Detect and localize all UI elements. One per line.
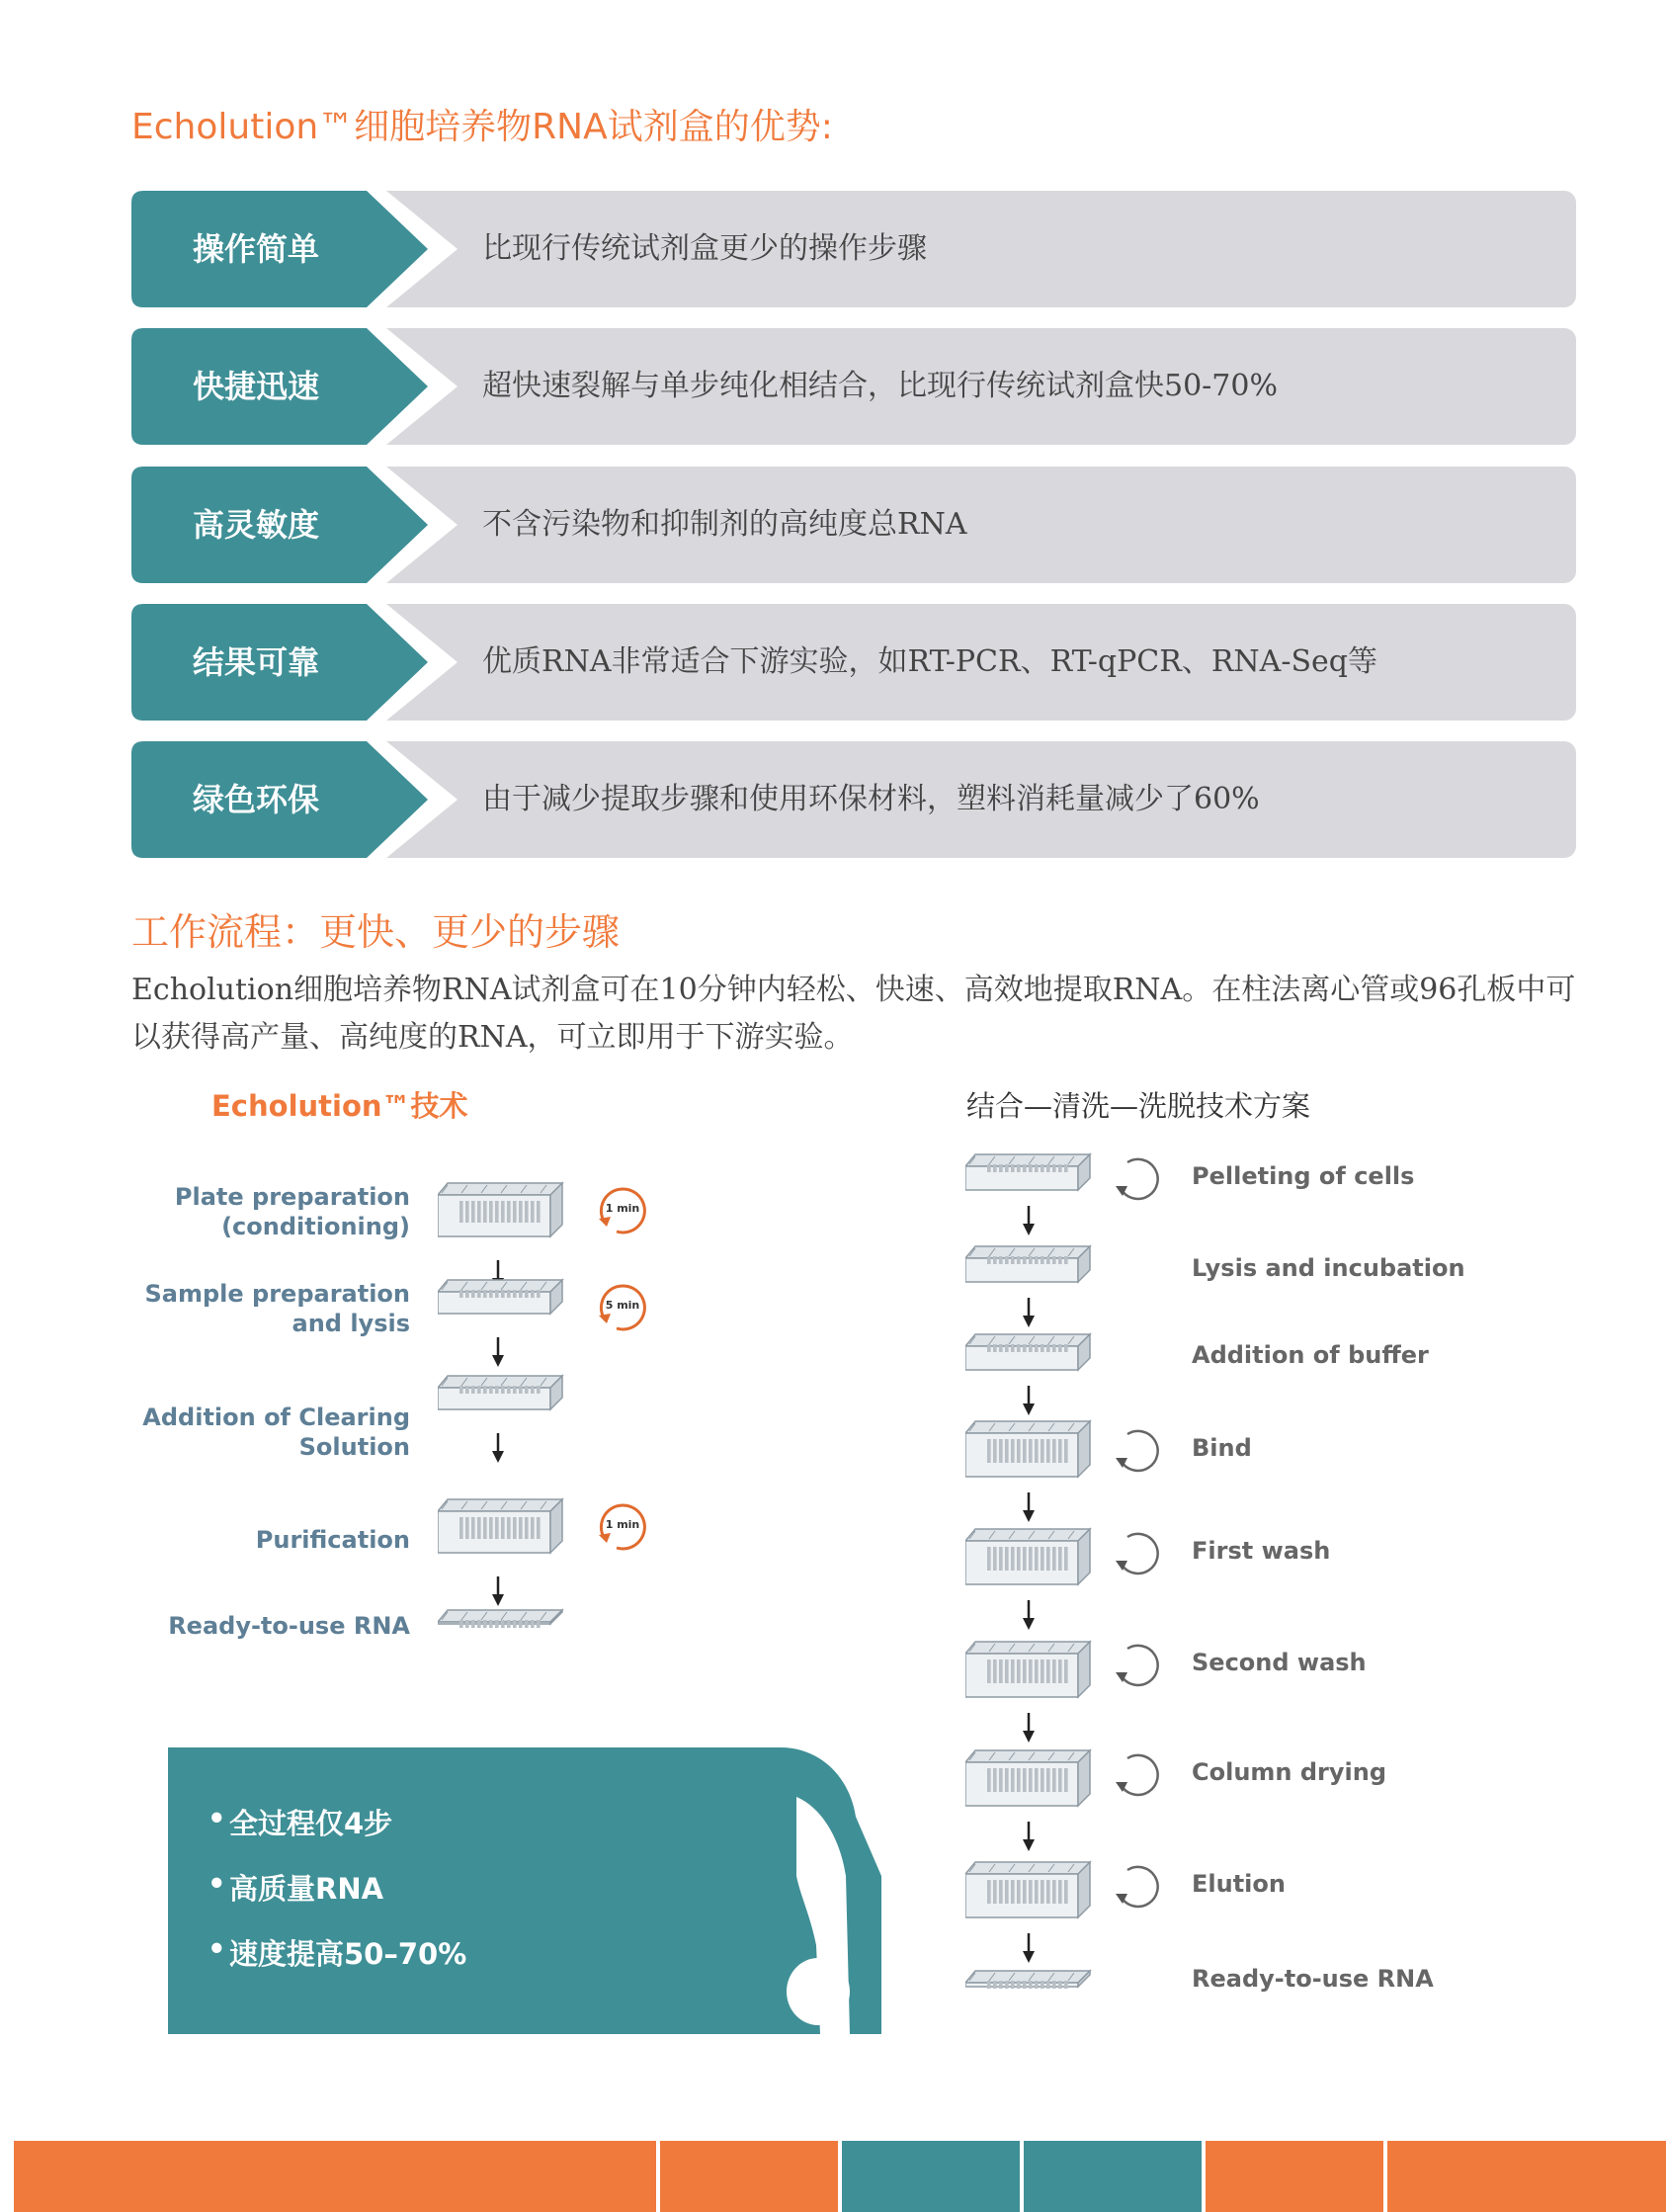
bwe-step-label: Bind bbox=[1192, 1434, 1252, 1462]
down-arrow-icon bbox=[1021, 1713, 1037, 1743]
down-arrow-icon bbox=[1021, 1600, 1037, 1630]
timer-icon bbox=[595, 1499, 650, 1555]
down-arrow-icon bbox=[490, 1337, 506, 1367]
footer-bar-segment bbox=[660, 2141, 838, 2212]
centrifuge-cycle-icon bbox=[1112, 1746, 1167, 1802]
plate-icon bbox=[965, 1638, 1092, 1701]
plate-icon bbox=[965, 1525, 1092, 1588]
centrifuge-cycle-icon bbox=[1112, 1525, 1167, 1580]
echolution-step-label: Ready-to-use RNA bbox=[168, 1612, 410, 1640]
plate-icon bbox=[438, 1372, 564, 1413]
plate-icon bbox=[965, 1330, 1092, 1374]
advantage-label: 高灵敏度 bbox=[193, 506, 320, 544]
callout-bullet-1: • 全过程仅4步 bbox=[229, 1802, 392, 1842]
down-arrow-icon bbox=[1021, 1933, 1037, 1963]
bwe-step-label: First wash bbox=[1192, 1537, 1331, 1565]
footer-bar-segment bbox=[14, 2141, 656, 2212]
down-arrow-icon bbox=[490, 1576, 506, 1606]
centrifuge-cycle-icon bbox=[1112, 1637, 1167, 1692]
centrifuge-cycle-icon bbox=[1112, 1150, 1167, 1206]
footer-bar-segment bbox=[842, 2141, 1020, 2212]
plate-icon bbox=[965, 1150, 1092, 1194]
advantage-label: 快捷迅速 bbox=[193, 368, 320, 405]
plate-icon bbox=[438, 1179, 564, 1240]
advantage-description: 优质RNA非常适合下游实验，如RT-PCR、RT-qPCR、RNA-Seq等 bbox=[482, 644, 1377, 679]
plate-icon bbox=[438, 1276, 564, 1318]
plate-icon bbox=[965, 1417, 1092, 1481]
advantage-description: 由于减少提取步骤和使用环保材料，塑料消耗量减少了60% bbox=[482, 782, 1260, 816]
bwe-step-label: Column drying bbox=[1192, 1758, 1387, 1786]
plate-icon bbox=[965, 1967, 1092, 1991]
down-arrow-icon bbox=[1021, 1386, 1037, 1415]
footer-bar-segment bbox=[1206, 2141, 1383, 2212]
timer-label: 1 min bbox=[605, 1518, 640, 1531]
timer-icon bbox=[595, 1280, 650, 1335]
advantage-label: 结果可靠 bbox=[193, 643, 320, 681]
down-arrow-icon bbox=[1021, 1206, 1037, 1235]
down-arrow-icon bbox=[1021, 1822, 1037, 1851]
callout-bullet-2: • 高质量RNA bbox=[229, 1867, 383, 1908]
centrifuge-cycle-icon bbox=[1112, 1422, 1167, 1478]
advantage-description: 超快速裂解与单步纯化相结合，比现行传统试剂盒快50-70% bbox=[482, 369, 1278, 403]
plate-icon bbox=[438, 1606, 564, 1628]
echolution-step-label: Plate preparation (conditioning) bbox=[174, 1183, 410, 1240]
advantage-label: 操作简单 bbox=[193, 230, 320, 268]
advantages-heading: Echolution™细胞培养物RNA试剂盒的优势: bbox=[131, 107, 833, 147]
advantage-row bbox=[131, 604, 1576, 721]
advantage-description: 比现行传统试剂盒更少的操作步骤 bbox=[482, 231, 927, 266]
down-arrow-icon bbox=[1021, 1298, 1037, 1327]
bwe-step-label: Addition of buffer bbox=[1192, 1341, 1429, 1369]
plate-icon bbox=[965, 1746, 1092, 1810]
callout-bullet-3: • 速度提高50–70% bbox=[229, 1932, 466, 1973]
advantage-row bbox=[131, 191, 1576, 307]
timer-label: 5 min bbox=[605, 1299, 640, 1312]
echolution-technology-title: Echolution™技术 bbox=[211, 1089, 468, 1123]
timer-icon bbox=[595, 1183, 650, 1238]
workflow-intro: Echolution细胞培养物RNA试剂盒可在10分钟内轻松、快速、高效地提取RNA。在柱法离心管或96孔板中可以获得高产量、高纯度的RNA，可立即用于下游实验。 bbox=[131, 973, 1576, 1055]
bwe-step-label: Second wash bbox=[1192, 1649, 1367, 1676]
plate-icon bbox=[965, 1858, 1092, 1921]
echolution-step-label: Sample preparation and lysis bbox=[144, 1280, 410, 1337]
timer-label: 1 min bbox=[605, 1202, 640, 1215]
centrifuge-cycle-icon bbox=[1112, 1858, 1167, 1914]
down-arrow-icon bbox=[1021, 1492, 1037, 1522]
footer-bar-segment bbox=[1387, 2141, 1666, 2212]
workflow-heading: 工作流程：更快、更少的步骤 bbox=[131, 910, 621, 954]
bwe-step-label: Ready-to-use RNA bbox=[1192, 1965, 1434, 1993]
advantage-description: 不含污染物和抑制剂的高纯度总RNA bbox=[482, 507, 967, 542]
footer-bar-segment bbox=[1024, 2141, 1202, 2212]
echolution-step-label: Purification bbox=[255, 1526, 410, 1554]
advantage-row bbox=[131, 467, 1576, 583]
down-arrow-icon bbox=[490, 1433, 506, 1463]
echolution-step-label: Addition of Clearing Solution bbox=[142, 1404, 410, 1461]
bind-wash-elute-title: 结合—清洗—洗脱技术方案 bbox=[966, 1089, 1311, 1123]
bwe-step-label: Pelleting of cells bbox=[1192, 1162, 1415, 1190]
advantage-label: 绿色环保 bbox=[193, 781, 320, 818]
bwe-step-label: Lysis and incubation bbox=[1192, 1254, 1465, 1282]
plate-icon bbox=[965, 1242, 1092, 1286]
bwe-step-label: Elution bbox=[1192, 1870, 1286, 1898]
advantage-row bbox=[131, 741, 1576, 858]
advantage-row bbox=[131, 328, 1576, 445]
plate-icon bbox=[438, 1495, 564, 1557]
